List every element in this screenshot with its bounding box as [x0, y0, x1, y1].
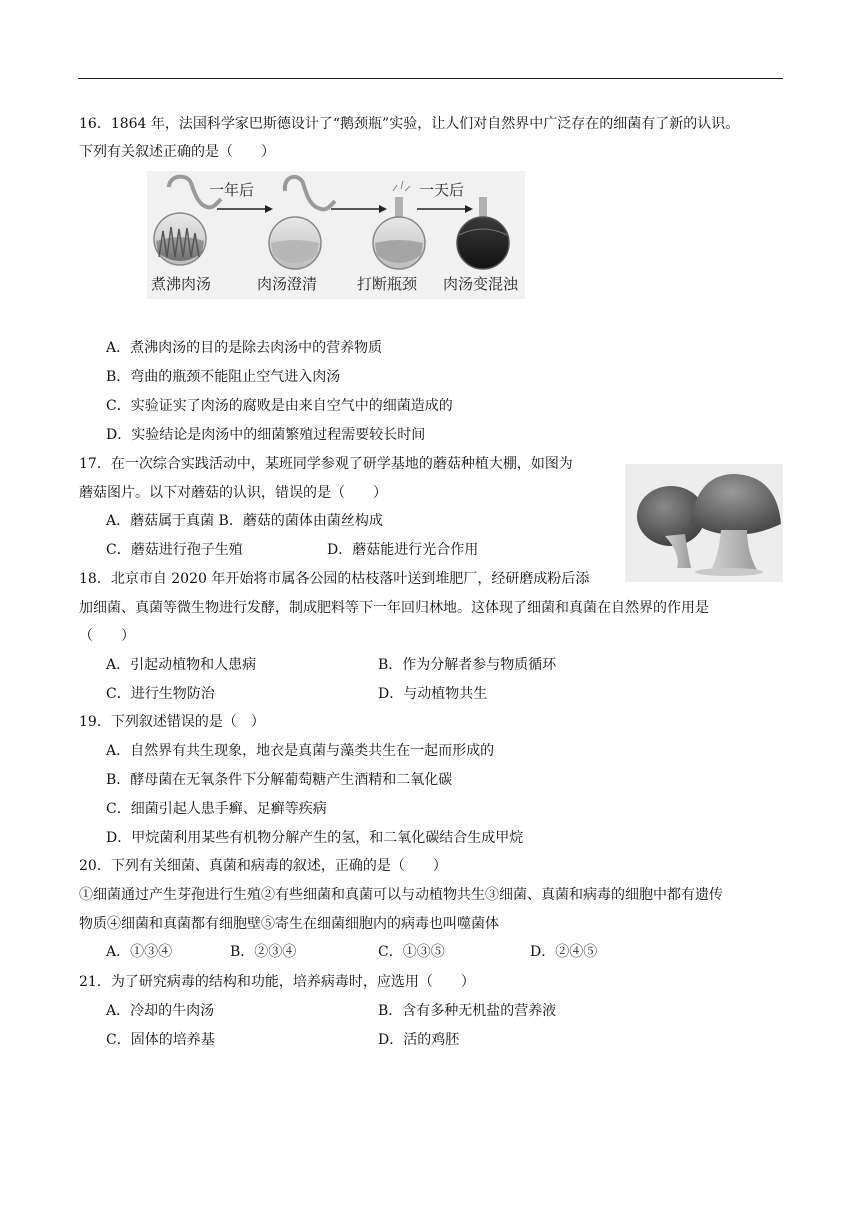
mushroom-picture [625, 464, 783, 582]
q18-stem-line2: 加细菌、真菌等微生物进行发酵，制成肥料等下一年回归林地。这体现了细菌和真菌在自然界的作用是 [79, 600, 709, 616]
q18-option-a: A．引起动植物和人患病 [106, 657, 257, 673]
header-rule [78, 78, 783, 79]
q19-option-a: A．自然界有共生现象，地衣是真菌与藻类共生在一起而形成的 [106, 743, 495, 759]
arrow-label-one-year: 一年后 [209, 181, 255, 199]
flask-clear-icon [269, 177, 335, 269]
q20-option-d: D．②④⑤ [530, 944, 598, 960]
q17-option-ab: A．蘑菇属于真菌 B．蘑菇的菌体由菌丝构成 [106, 513, 383, 529]
q20-statements-line1: ①细菌通过产生芽孢进行生殖②有些细菌和真菌可以与动植物共生③细菌、真菌和病毒的细胞中都有遗传 [79, 887, 723, 903]
flask-label-4: 肉汤变混浊 [443, 275, 519, 293]
swan-neck-flask-figure [147, 171, 525, 299]
q19-option-c: C．细菌引起人患手癣、足癣等疾病 [106, 801, 327, 817]
q19-stem: 19．下列叙述错误的是（ ） [79, 714, 265, 730]
q21-option-c: C．固体的培养基 [106, 1032, 215, 1048]
flask-label-2: 肉汤澄清 [257, 275, 318, 293]
q21-option-d: D．活的鸡胚 [378, 1032, 460, 1048]
arrow-label-one-day: 一天后 [419, 181, 465, 199]
q18-option-d: D．与动植物共生 [378, 686, 488, 702]
q16-option-a: A．煮沸肉汤的目的是除去肉汤中的营养物质 [106, 340, 383, 356]
q21-option-a: A．冷却的牛肉汤 [106, 1003, 215, 1019]
q17-stem-line2: 蘑菇图片。以下对蘑菇的认识，错误的是（ ） [79, 485, 387, 501]
q16-option-b: B．弯曲的瓶颈不能阻止空气进入肉汤 [106, 369, 341, 385]
flask-broken-neck-icon [373, 181, 425, 269]
q17-option-d: D．蘑菇能进行光合作用 [327, 542, 479, 558]
q21-stem: 21．为了研究病毒的结构和功能，培养病毒时，应选用（ ） [79, 974, 475, 990]
q16-stem-line2: 下列有关叙述正确的是（ ） [79, 144, 275, 160]
q19-option-d: D．甲烷菌利用某些有机物分解产生的氢，和二氧化碳结合生成甲烷 [106, 830, 524, 846]
q20-stem: 20．下列有关细菌、真菌和病毒的叙述，正确的是（ ） [79, 858, 447, 874]
flask-label-1: 煮沸肉汤 [151, 275, 212, 293]
q20-option-b: B．②③④ [230, 944, 297, 960]
q21-option-b: B．含有多种无机盐的营养液 [378, 1003, 557, 1019]
q19-option-b: B．酵母菌在无氧条件下分解葡萄糖产生酒精和二氧化碳 [106, 772, 453, 788]
q16-option-d: D．实验结论是肉汤中的细菌繁殖过程需要较长时间 [106, 427, 426, 443]
q17-stem-line1: 17．在一次综合实践活动中，某班同学参观了研学基地的蘑菇种植大棚，如图为 [79, 456, 573, 472]
q18-stem-line3: （ ） [79, 628, 135, 644]
q18-stem-line1: 18．北京市自 2020 年开始将市属各公园的枯枝落叶送到堆肥厂，经研磨成粉后添 [79, 571, 590, 587]
q20-option-c: C．①③⑤ [378, 944, 445, 960]
q20-option-a: A．①③④ [106, 944, 173, 960]
flask-cloudy-icon [457, 197, 509, 269]
flask-label-3: 打断瓶颈 [357, 275, 418, 293]
q18-option-b: B．作为分解者参与物质循环 [378, 657, 557, 673]
q17-option-c: C．蘑菇进行孢子生殖 [106, 542, 243, 558]
mushroom-icon [625, 464, 783, 582]
q16-option-c: C．实验证实了肉汤的腐败是由来自空气中的细菌造成的 [106, 398, 453, 414]
q18-option-c: C．进行生物防治 [106, 686, 215, 702]
q20-statements-line2: 物质④细菌和真菌都有细胞壁⑤寄生在细菌细胞内的病毒也叫噬菌体 [79, 916, 499, 932]
q16-stem-line1: 16．1864 年，法国科学家巴斯德设计了“鹅颈瓶”实验，让人们对自然界中广泛存在的细菌有了新的认识。 [79, 116, 740, 132]
